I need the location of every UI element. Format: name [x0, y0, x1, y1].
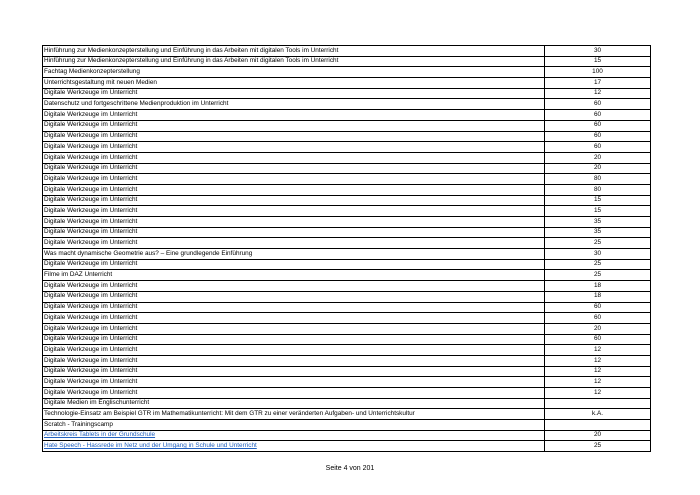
participant-count-cell: 100 [545, 67, 651, 78]
table-row [43, 430, 651, 441]
table-row [43, 291, 651, 302]
course-title-cell: Unterrichtsgestaltung mit neuen Medien [43, 78, 545, 89]
table-row [43, 334, 651, 345]
course-title-cell: Digitale Werkzeuge im Unterricht [43, 152, 545, 163]
course-title-cell: Fachtag Medienkonzepterstellung [43, 67, 545, 78]
course-title-cell: Digitale Werkzeuge im Unterricht [43, 281, 545, 292]
course-title-link[interactable]: Hate Speech - Hassrede im Netz und der Umgang in Schule und Unterricht [43, 441, 545, 452]
table-row [43, 174, 651, 185]
participant-count-cell: k.A. [545, 409, 651, 420]
participant-count-cell: 12 [545, 355, 651, 366]
table-row [43, 110, 651, 121]
participant-count-cell: 12 [545, 88, 651, 99]
course-title-cell: Digitale Werkzeuge im Unterricht [43, 377, 545, 388]
table-row [43, 441, 651, 452]
course-title-cell: Hinführung zur Medienkonzepterstellung und Einführung in das Arbeiten mit digitalen Tools im Unterricht [43, 56, 545, 67]
table-row [43, 46, 651, 57]
course-title-cell: Digitale Werkzeuge im Unterricht [43, 206, 545, 217]
participant-count-cell: 80 [545, 174, 651, 185]
course-title-cell: Digitale Medien im Englischunterricht [43, 398, 545, 409]
table-row [43, 398, 651, 409]
course-title-cell: Digitale Werkzeuge im Unterricht [43, 184, 545, 195]
course-title-cell: Digitale Werkzeuge im Unterricht [43, 238, 545, 249]
participant-count-cell: 18 [545, 291, 651, 302]
table-row [43, 238, 651, 249]
course-title-cell: Digitale Werkzeuge im Unterricht [43, 291, 545, 302]
course-title-link[interactable]: Arbeitskreis Tablets in der Grundschule [43, 430, 545, 441]
course-title-cell: Digitale Werkzeuge im Unterricht [43, 259, 545, 270]
table-row [43, 184, 651, 195]
course-title-cell: Digitale Werkzeuge im Unterricht [43, 334, 545, 345]
course-title-cell: Digitale Werkzeuge im Unterricht [43, 217, 545, 228]
table-row [43, 131, 651, 142]
participant-count-cell: 30 [545, 249, 651, 260]
course-title-cell: Digitale Werkzeuge im Unterricht [43, 388, 545, 399]
course-title-cell: Digitale Werkzeuge im Unterricht [43, 163, 545, 174]
course-title-cell: Digitale Werkzeuge im Unterricht [43, 313, 545, 324]
course-title-cell: Digitale Werkzeuge im Unterricht [43, 227, 545, 238]
course-title-cell: Digitale Werkzeuge im Unterricht [43, 174, 545, 185]
course-title-cell: Digitale Werkzeuge im Unterricht [43, 355, 545, 366]
table-row [43, 78, 651, 89]
participant-count-cell: 25 [545, 441, 651, 452]
table-row [43, 206, 651, 217]
course-title-cell: Digitale Werkzeuge im Unterricht [43, 110, 545, 121]
table-row [43, 409, 651, 420]
table-row [43, 420, 651, 431]
table-row [43, 345, 651, 356]
table-row [43, 227, 651, 238]
table-row [43, 259, 651, 270]
participant-count-cell: 35 [545, 227, 651, 238]
course-title-cell: Digitale Werkzeuge im Unterricht [43, 195, 545, 206]
course-title-cell: Datenschutz und fortgeschrittene Medienproduktion im Unterricht [43, 99, 545, 110]
participant-count-cell: 20 [545, 163, 651, 174]
table-row [43, 217, 651, 228]
table-row [43, 152, 651, 163]
table-row [43, 120, 651, 131]
course-title-cell: Hinführung zur Medienkonzepterstellung und Einführung in das Arbeiten mit digitalen Tools im Unterricht [43, 46, 545, 57]
course-table-body [43, 46, 651, 452]
table-row [43, 249, 651, 260]
participant-count-cell: 12 [545, 366, 651, 377]
participant-count-cell: 35 [545, 217, 651, 228]
participant-count-cell: 60 [545, 99, 651, 110]
table-row [43, 195, 651, 206]
page-footer [0, 465, 700, 472]
participant-count-cell: 20 [545, 152, 651, 163]
participant-count-cell [545, 420, 651, 431]
participant-count-cell: 12 [545, 388, 651, 399]
table-row [43, 88, 651, 99]
table-row [43, 270, 651, 281]
participant-count-cell: 25 [545, 270, 651, 281]
participant-count-cell [545, 398, 651, 409]
participant-count-cell: 17 [545, 78, 651, 89]
participant-count-cell: 15 [545, 195, 651, 206]
course-title-cell: Technologie-Einsatz am Beispiel GTR im Mathematikunterricht: Mit dem GTR zu einer veränderten Aufgaben- und Unterrichtskultur [43, 409, 545, 420]
table-row [43, 99, 651, 110]
course-title-cell: Digitale Werkzeuge im Unterricht [43, 366, 545, 377]
course-title-cell: Digitale Werkzeuge im Unterricht [43, 142, 545, 153]
table-row [43, 366, 651, 377]
table-row [43, 377, 651, 388]
participant-count-cell: 12 [545, 345, 651, 356]
course-title-cell: Digitale Werkzeuge im Unterricht [43, 345, 545, 356]
course-title-cell: Scratch - Trainingscamp [43, 420, 545, 431]
table-row [43, 388, 651, 399]
table-row [43, 302, 651, 313]
table-row [43, 323, 651, 334]
participant-count-cell: 20 [545, 430, 651, 441]
participant-count-cell: 30 [545, 46, 651, 57]
participant-count-cell: 60 [545, 110, 651, 121]
participant-count-cell: 20 [545, 323, 651, 334]
course-title-cell: Filme im DAZ Unterricht [43, 270, 545, 281]
participant-count-cell: 15 [545, 56, 651, 67]
participant-count-cell: 60 [545, 120, 651, 131]
table-row [43, 56, 651, 67]
table-row [43, 281, 651, 292]
participant-count-cell: 12 [545, 377, 651, 388]
course-title-cell: Digitale Werkzeuge im Unterricht [43, 120, 545, 131]
table-row [43, 313, 651, 324]
course-table [42, 45, 651, 452]
table-row [43, 67, 651, 78]
participant-count-cell: 25 [545, 238, 651, 249]
participant-count-cell: 60 [545, 334, 651, 345]
table-row [43, 163, 651, 174]
course-title-cell: Digitale Werkzeuge im Unterricht [43, 302, 545, 313]
course-title-cell: Digitale Werkzeuge im Unterricht [43, 88, 545, 99]
participant-count-cell: 60 [545, 142, 651, 153]
course-title-cell: Digitale Werkzeuge im Unterricht [43, 323, 545, 334]
participant-count-cell: 80 [545, 184, 651, 195]
participant-count-cell: 15 [545, 206, 651, 217]
participant-count-cell: 60 [545, 131, 651, 142]
page-number-label: Seite 4 von 201 [325, 465, 375, 472]
course-title-cell: Digitale Werkzeuge im Unterricht [43, 131, 545, 142]
course-title-cell: Was macht dynamische Geometrie aus? – Eine grundlegende Einführung [43, 249, 545, 260]
participant-count-cell: 60 [545, 302, 651, 313]
participant-count-cell: 18 [545, 281, 651, 292]
participant-count-cell: 25 [545, 259, 651, 270]
participant-count-cell: 60 [545, 313, 651, 324]
table-row [43, 355, 651, 366]
table-row [43, 142, 651, 153]
